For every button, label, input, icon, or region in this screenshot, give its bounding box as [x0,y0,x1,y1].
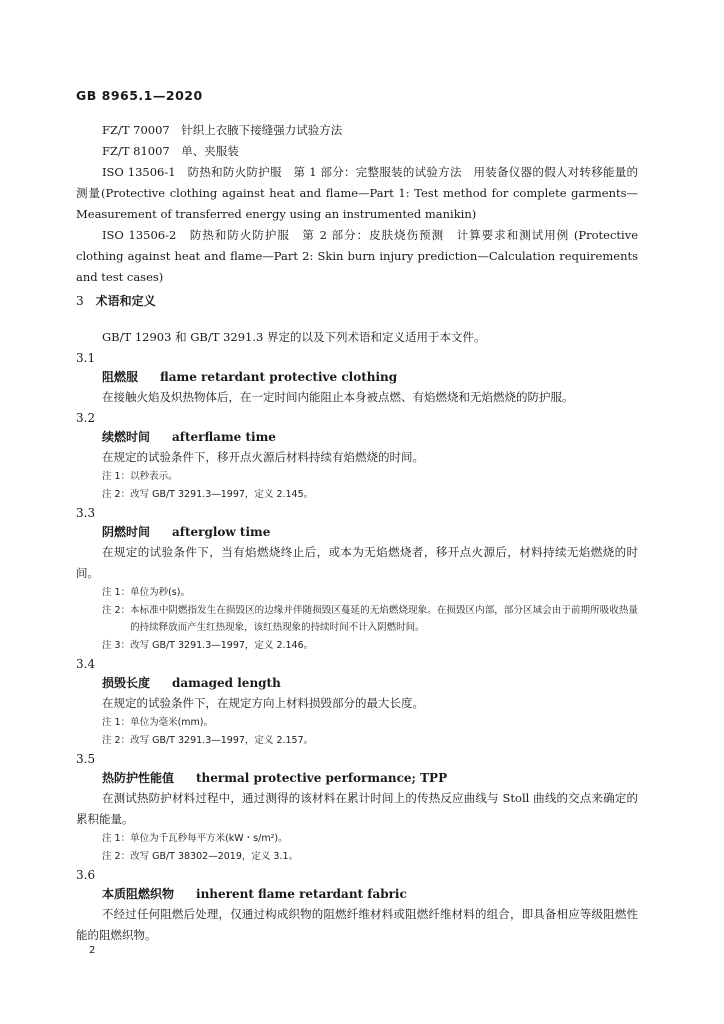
term-note: 注 1：单位为毫米(mm)。 [102,717,213,728]
term-name: 热防护性能值 thermal protective performance; TPP [102,771,448,785]
term-note: 注 1：单位为秒(s)。 [102,587,190,598]
term-name: 阻燃服 flame retardant protective clothing [102,370,398,384]
term-definition: 在测试热防护材料过程中，通过测得的该材料在累计时间上的传热反应曲线与 Stoll 曲线的交点来确定的累积能量。 [76,791,638,826]
term-definition: 在规定的试验条件下，在规定方向上材料损毁部分的最大长度。 [102,696,424,710]
page-number: 2 [89,945,96,956]
term-definition: 在规定的试验条件下，当有焰燃烧终止后，或本为无焰燃烧者，移开点火源后，材料持续无焰燃烧的时间。 [76,545,638,580]
term-note: 注 1：单位为千瓦秒每平方米(kW・s/m²)。 [102,833,288,844]
term-definition: 在规定的试验条件下，移开点火源后材料持续有焰燃烧的时间。 [102,450,424,464]
term-definition: 在接触火焰及炽热物体后，在一定时间内能阻止本身被点燃、有焰燃烧和无焰燃烧的防护服。 [102,390,574,404]
reference-item: FZ/T 81007 单、夹服装 [102,144,239,158]
term-entry [76,503,638,654]
reference-item: ISO 13506-1 防热和防火防护服 第 1 部分：完整服装的试验方法 用装备仪器的假人对转移能量的测量(Protective clothing against heat and flame—Part 1: Test method for complete garments—Measurement of transferred energy using an instrumented manikin) [76,165,639,221]
section-heading: 3 术语和定义 [76,294,156,308]
standard-number-header: GB 8965.1—2020 [76,88,203,103]
term-note: 注 2：改写 GB/T 3291.3—1997，定义 2.145。 [102,488,314,500]
term-entry [76,348,638,408]
term-definition: 不经过任何阻燃后处理，仅通过构成织物的阻燃纤维材料或阻燃纤维材料的组合，即具备相应等级阻燃性能的阻燃织物。 [76,907,638,942]
term-number: 3.6 [76,868,96,882]
term-number: 3.1 [76,351,96,365]
term-entry [76,654,638,749]
term-note: 注 3：改写 GB/T 3291.3—1997，定义 2.146。 [102,639,314,651]
reference-item: ISO 13506-2 防热和防火防护服 第 2 部分：皮肤烧伤预测 计算要求和测试用例 (Protective clothing against heat and flame—Part 2: Skin burn injury prediction—Calculation requirements and test cases) [76,228,639,284]
section-intro: GB/T 12903 和 GB/T 3291.3 界定的以及下列术语和定义适用于本文件。 [102,330,486,344]
term-note: 注 2：改写 GB/T 3291.3—1997，定义 2.157。 [102,734,314,746]
term-name: 损毁长度 damaged length [102,676,281,690]
term-note: 注 2：改写 GB/T 38302—2019，定义 3.1。 [102,850,299,862]
term-note: 注 1：以秒表示。 [102,471,178,482]
terms-list [76,348,638,946]
normative-references-list [76,120,638,288]
term-entry [76,749,638,865]
term-number: 3.3 [76,506,96,520]
term-note: 注 2： 本标准中阴燃指发生在损毁区的边缘并伴随损毁区蔓延的无焰燃烧现象。在损毁区内部，部分区域会由于前期所吸收热量的持续释放而产生红热现象，该红热现象的持续时间不计入阴燃时间。 [102,604,638,633]
term-number: 3.5 [76,752,96,766]
term-entry [76,865,638,946]
reference-item: FZ/T 70007 针织上衣腋下接缝强力试验方法 [102,123,343,137]
term-name: 阴燃时间 afterglow time [102,525,271,539]
term-name: 本质阻燃织物 inherent flame retardant fabric [102,887,407,901]
term-number: 3.4 [76,657,96,671]
term-number: 3.2 [76,411,96,425]
term-name: 续燃时间 afterflame time [102,430,276,444]
term-entry [76,408,638,503]
